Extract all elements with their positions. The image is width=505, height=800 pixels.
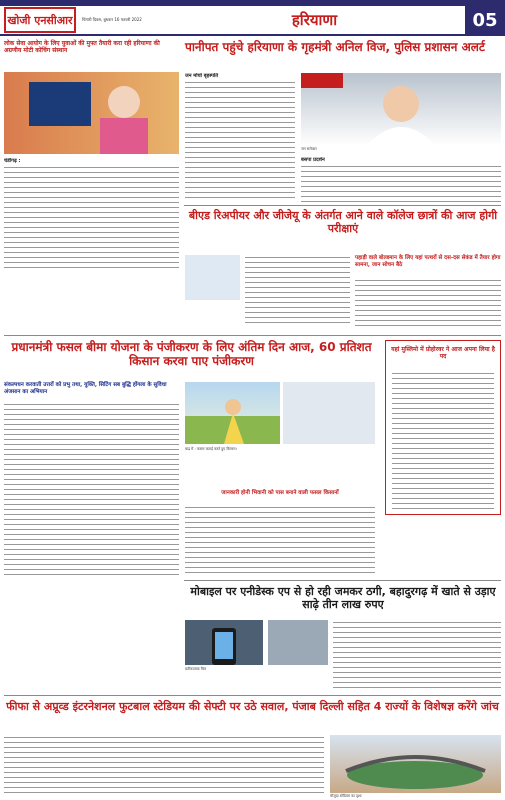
news-box (385, 340, 501, 515)
top-left-headline: लोक सेवा आयोग के लिए युवाओं की मुफ्त तैयारी करा रही हरियाणा की अग्रणीय मोटी कोचिंग संस्थान (4, 40, 160, 55)
stadium-body (4, 735, 324, 795)
lead-subhead-2: बसपा प्रदर्शन (301, 157, 325, 163)
box-headline: यहां मुस्लिमो में प्रोहोरवर ने आज अपना लिया है पद (391, 346, 495, 361)
divider (184, 580, 501, 581)
dateline: चिंगारी दिवस, बुधवार 16 फरवरी 2022 (82, 17, 142, 22)
divider (4, 695, 501, 696)
coaching-photo (4, 72, 179, 154)
mobile-body (333, 620, 501, 690)
crop-body-left (4, 402, 179, 577)
top-left-body (4, 158, 179, 274)
crop-body-mid (185, 505, 375, 577)
newspaper-logo: खोजी एनसीआर (4, 7, 76, 33)
lead-body-left (185, 73, 295, 200)
stadium-photo (330, 735, 501, 793)
mobile-photo-2 (268, 620, 328, 665)
lead-headline: पानीपत पहुंचे हरियाणा के गृहमंत्री अनिल विज, पुलिस प्रशासन अलर्ट (185, 40, 485, 54)
farmer-caption: बाढ़ में : फसल कटाई करते हुए किसान। (185, 447, 237, 451)
exam-photo (185, 255, 240, 300)
mobile-photo (185, 620, 263, 665)
mobile-headline: मोबाइल पर एनीडेस्क एप से हो रही जमकर ठगी, बहादुरगढ़ में खाते से उड़ाए साढ़े तीन लाख रुपए (190, 585, 496, 612)
lead-subhead-1: जन मोर्चा बृहस्पति (185, 73, 219, 79)
minister-photo (301, 73, 501, 145)
leader-photo (283, 382, 375, 444)
farmer-photo (185, 382, 280, 444)
crop-subhead-mid: जानकारी होनी भिवानी को पास बनाने वाली फसल किसानों (221, 490, 339, 496)
exam-body (245, 255, 350, 325)
exam-headline: बीएड रिअपीयर और जीजेयू के अंतर्गत आने वाले कॉलेज छात्रों की आज होगी परीक्षाएं (188, 209, 498, 236)
divider (184, 205, 501, 206)
stadium-headline: फीफा से अप्रूव्ड इंटरनेशनल फुटबाल स्टेडियम की सेफ्टी पर उठे सवाल, पंजाब दिल्ली सहित 4 राज्यों के विशेषज्ञ करेंगे जांच (6, 700, 499, 713)
side-headline: पहाड़ी वाले बोल्डमान के लिए यहां पत्थरों से दस-दस सेकंड में तैयार होगा सामना, जान सोचन बैठे (355, 255, 501, 268)
side-body (355, 278, 501, 330)
section-title: हरियाणा (291, 11, 338, 29)
mobile-caption: प्रतीकात्मक चित्र (185, 667, 206, 671)
byline: चंडीगढ़ : (4, 158, 21, 164)
lead-body-right (301, 157, 501, 202)
crop-headline: प्रधानमंत्री फसल बीमा योजना के पंजीकरण के लिए अंतिम दिन आज, 60 प्रतिशत किसान करवा पाए पंजीकरण (11, 340, 372, 369)
minister-caption: जन सरोकार (301, 147, 317, 151)
divider (4, 335, 501, 336)
page-number: 05 (465, 5, 505, 35)
crop-subhead-left: संकल्पधन करवाती उत्तरों को प्रभु तथा, युक्ति, सिटिंग सब बुद्धि होंगला के सुविधा अंजसान का अभियान (4, 382, 167, 395)
masthead (0, 6, 505, 36)
stadium-caption: मौजूदा स्टेडियम का दृश्य (330, 794, 362, 798)
